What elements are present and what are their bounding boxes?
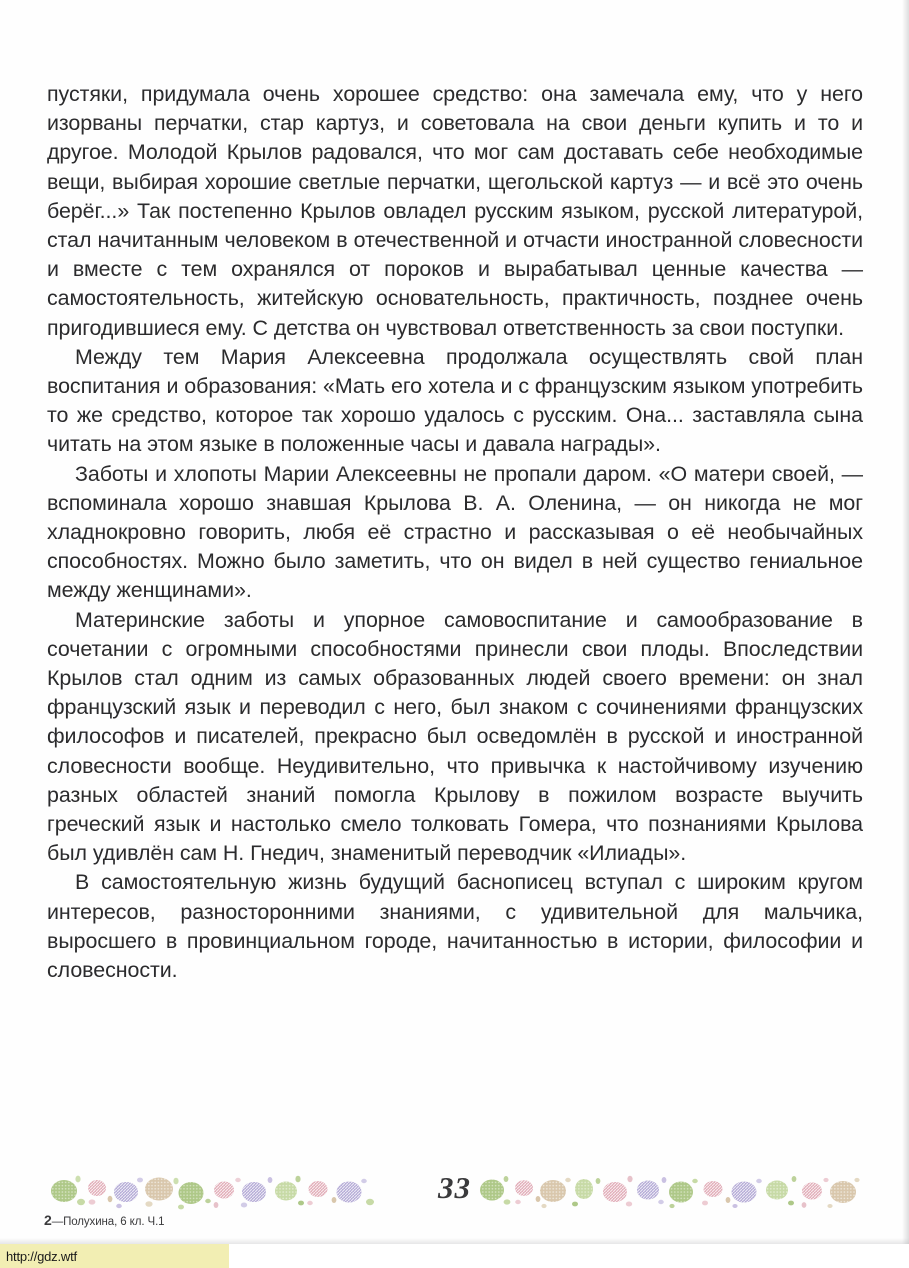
paragraph: В самостоятельную жизнь будущий баснописец вступал с широким кругом интересов, разносторонними знаниями, с удивительной для мальчика, выросшего в провинциальном городе, начитанностью в истории, философии и словесности.: [47, 870, 863, 983]
paragraph: Заботы и хлопоты Марии Алексеевны не пропали даром. «О матери своей, — вспоминала хорошо знавшая Крылова В. А. Оленина, — он никогда не мог хладнокровно говорить, любя её страстно и рассказывая о её необычайных способностях. Можно было заметить, что он видел в ней существо гениальное между женщинами».: [47, 461, 863, 603]
page-number: 33: [438, 1170, 471, 1205]
signature-label: —Полухина, 6 кл. Ч.1: [51, 1216, 165, 1228]
paragraph: пустяки, придумала очень хорошее средство: она замечала ему, что у него изорваны перчатки, стар картуз, и советовала на свои деньги купить и то и другое. Молодой Крылов радовался, что мог сам доставать себе необходимые вещи, выбирая хорошие светлые перчатки, щегольской картуз — и всё это очень берёг...» Так постепенно Крылов овладел русским языком, русской литературой, стал начитанным человеком в отечественной и отчасти иностранной словесности и вместе с тем охранялся от пороков и вырабатывал ценные качества — самостоятельность, житейскую основательность, практичность, позднее очень пригодившиеся ему. С детства он чувствовал ответственность за свои поступки.: [47, 82, 863, 340]
paragraph: Между тем Мария Алексеевна продолжала осуществлять свой план воспитания и образования: «Мать его хотела и с французским языком употребить то же средство, которое так хорошо удалось с русским. Она... заставляла сына читать на этом языке в положенные часы и давала награды».: [47, 344, 863, 457]
status-bar-url: http://gdz.wtf: [6, 1248, 77, 1264]
scan-edge-shadow-right: [902, 0, 909, 1244]
printer-signature-mark: [44, 1212, 164, 1228]
paragraph: Материнские заботы и упорное самовоспитание и самообразование в сочетании с огромными способностями принесли свои плоды. Впоследствии Крылов стал одним из самых образованных людей своего времени: он знал французский язык и переводил с него, был знаком с сочинениями французских философов и писателей, прекрасно был осведомлён в русской и иностранной словесности вообще. Неудивительно, что привычка к настойчивому изучению разных областей знаний помогла Крылову в пожилом возрасте выучить греческий язык и настолько смело толковать Гомера, что познаниями Крылова был удивлён сам Н. Гнедич, знаменитый переводчик «Илиады».: [47, 607, 863, 866]
signature-number: 2: [44, 1212, 52, 1228]
browser-status-bar: [0, 1244, 229, 1268]
page-text-body: [47, 80, 863, 985]
